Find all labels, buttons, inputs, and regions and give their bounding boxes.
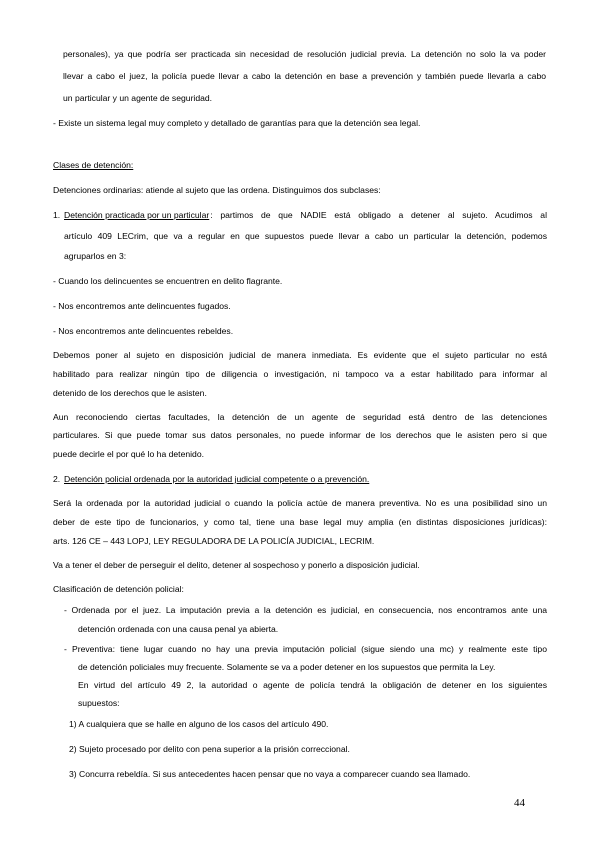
numbered-item-1 <box>53 210 547 221</box>
bullet-line: de detención policiales muy frecuente. Solamente se va a poder detener en los supuestos que permita la Ley. <box>78 662 496 672</box>
dash-item: - Nos encontremos ante delincuentes fugados. <box>53 301 231 311</box>
paragraph-line: puede decirle el por qué lo ha detenido. <box>53 449 204 459</box>
section-heading: Clasificación de detención policial: <box>53 584 184 594</box>
paragraph-line: habilitado para realizar ningún tipo de diligencia o investigación, ni tampoco va a estar habilitado para informar al <box>53 369 547 379</box>
item-title: Detención policial ordenada por la autoridad judicial competente o a prevención. <box>64 474 370 484</box>
bullet-line: - Preventiva: tiene lugar cuando no hay una previa imputación policial (sigue siendo una mc) y realmente este tipo <box>64 644 547 654</box>
page-number: 44 <box>514 797 525 809</box>
bullet-line: - Ordenada por el juez. La imputación previa a la detención es judicial, en consecuencia, nos encontramos ante una <box>64 605 547 615</box>
paragraph-line: llevar a cabo el juez, la policía puede llevar a cabo la detención en base a prevención y también puede llevarla a cabo <box>63 71 546 81</box>
paragraph-line: personales), ya que podría ser practicada sin necesidad de resolución judicial previa. La detención no solo la va poder <box>63 49 546 59</box>
bullet-line: En virtud del artículo 49 2, la autoridad o agente de policía tendrá la obligación de detener en los siguientes <box>78 680 547 690</box>
paragraph-line: agruparlos en 3: <box>64 251 127 261</box>
paragraph-line: detenido de los derechos que le asisten. <box>53 388 207 398</box>
paragraph: Detenciones ordinarias: atiende al sujeto que las ordena. Distinguimos dos subclases: <box>53 185 381 195</box>
paragraph-line: arts. 126 CE – 443 LOPJ, LEY REGULADORA DE LA POLICÍA JUDICIAL, LECRIM. <box>53 536 375 546</box>
paragraph-line: Debemos poner al sujeto en disposición judicial de manera inmediata. Es evidente que el sujeto particular no está <box>53 350 547 360</box>
bullet-line: supuestos: <box>78 698 120 708</box>
section-heading: Clases de detención: <box>53 160 134 170</box>
bullet-line: detención ordenada con una causa penal ya abierta. <box>78 624 279 634</box>
numbered-subitem: 3) Concurra rebeldía. Si sus antecedentes hacen pensar que no vaya a comparecer cuando sea llamado. <box>69 769 471 779</box>
numbered-subitem: 2) Sujeto procesado por delito con pena superior a la prisión correccional. <box>69 744 350 754</box>
paragraph-line: deber de este tipo de funcionarios, y como tal, tiene una base legal muy amplia (en distintas disposiciones jurídicas): <box>53 517 547 527</box>
item-title: Detención practicada por un particular <box>64 210 210 220</box>
paragraph-line: artículo 409 LECrim, que va a regular en que supuestos puede llevar a cabo un particular la detención, podemos <box>64 231 547 241</box>
bullet-item: - Existe un sistema legal muy completo y detallado de garantías para que la detención sea legal. <box>53 118 421 128</box>
paragraph-line: Aun reconociendo ciertas facultades, la detención de un agente de seguridad está dentro de las detenciones <box>53 412 547 422</box>
paragraph-line: un particular y un agente de seguridad. <box>63 93 213 103</box>
item-text: : partimos de que NADIE está obligado a detener al sujeto. Acudimos al <box>210 210 547 220</box>
item-number: 2. <box>53 474 61 484</box>
dash-item: - Nos encontremos ante delincuentes rebeldes. <box>53 326 234 336</box>
paragraph-line: Será la ordenada por la autoridad judicial o cuando la policía actúe de manera preventiva. No es una posibilidad sino un <box>53 498 547 508</box>
numbered-item-2 <box>53 474 369 485</box>
paragraph-line: particulares. Si que puede tomar sus datos personales, no puede informar de los derechos que le asisten pero si que <box>53 430 547 440</box>
item-number: 1. <box>53 210 61 220</box>
dash-item: - Cuando los delincuentes se encuentren en delito flagrante. <box>53 276 283 286</box>
paragraph: Va a tener el deber de perseguir el delito, detener al sospechoso y ponerlo a disposición judicial. <box>53 560 420 570</box>
numbered-subitem: 1) A cualquiera que se halle en alguno de los casos del artículo 490. <box>69 719 329 729</box>
